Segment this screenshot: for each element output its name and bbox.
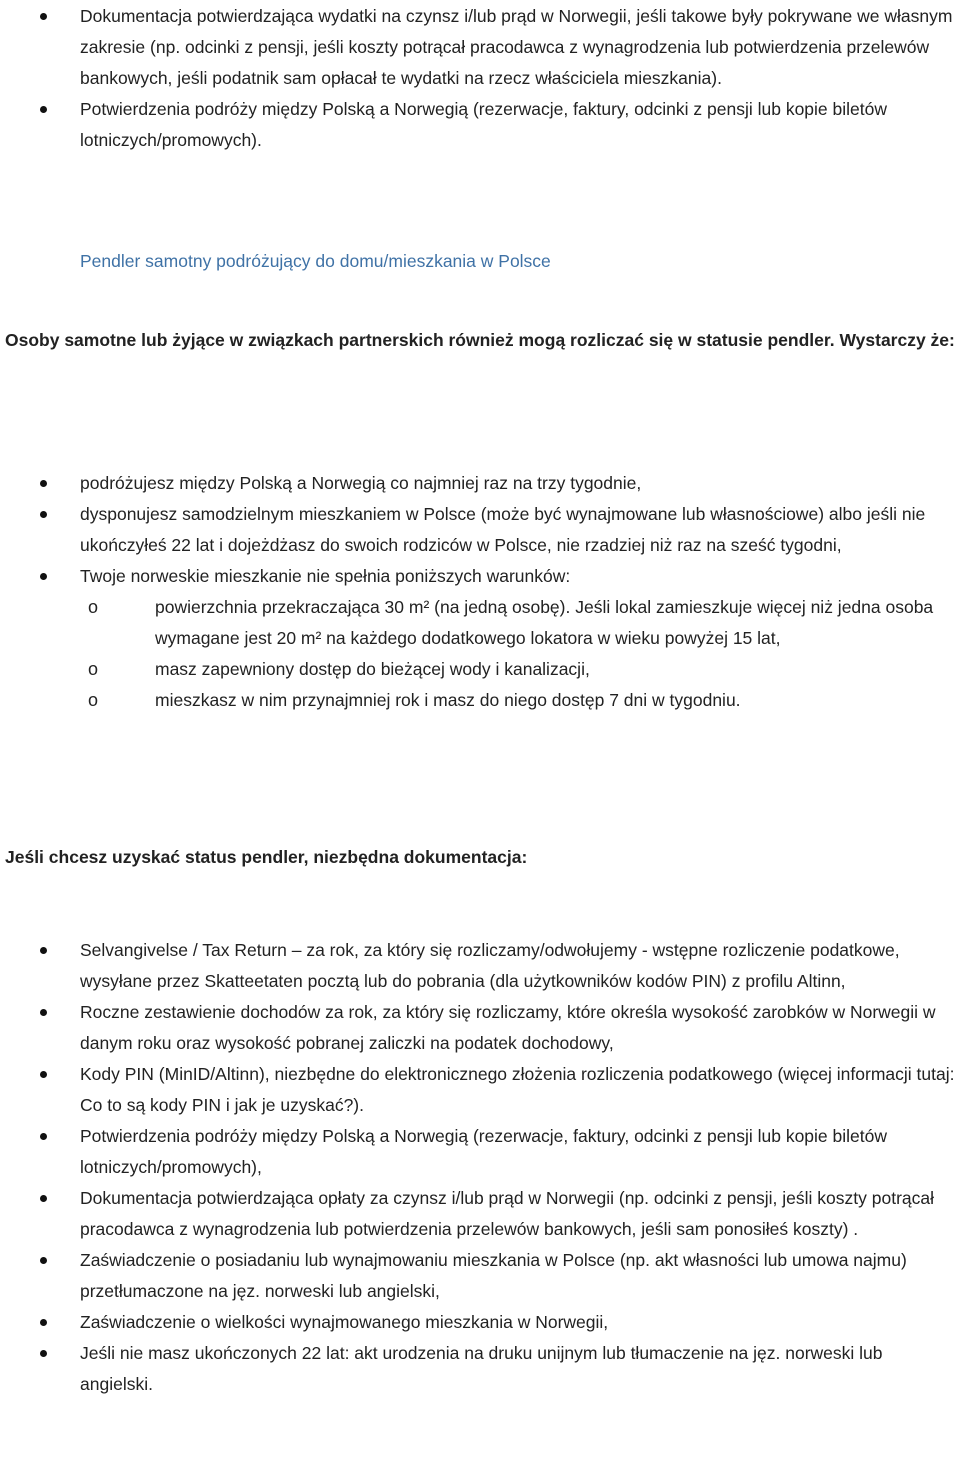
- bullet-icon: [40, 1071, 47, 1078]
- bullet-icon: [40, 1350, 47, 1357]
- list-item: Potwierdzenia podróży między Polską a Norwegią (rezerwacje, faktury, odcinki z pensji lub kopie biletów lotniczych/promowych),: [0, 1121, 960, 1183]
- circle-marker-icon: o: [88, 690, 99, 710]
- bullet-icon: [40, 480, 47, 487]
- list-item: Zaświadczenie o wielkości wynajmowanego mieszkania w Norwegii,: [0, 1307, 960, 1338]
- sub-list-item: o masz zapewniony dostęp do bieżącej wody i kanalizacji,: [80, 654, 956, 685]
- list-item: podróżujesz między Polską a Norwegią co najmniej raz na trzy tygodnie,: [0, 468, 960, 499]
- list-item: Roczne zestawienie dochodów za rok, za który się rozliczamy, które określa wysokość zarobków w Norwegii w danym roku oraz wysokość pobranej zaliczki na podatek dochodowy,: [0, 997, 960, 1059]
- docs-list: [0, 935, 960, 1400]
- bullet-icon: [40, 1319, 47, 1326]
- list-item: Potwierdzenia podróży między Polską a Norwegią (rezerwacje, faktury, odcinki z pensji lub kopie biletów lotniczych/promowych).: [0, 94, 960, 156]
- list-item: dysponujesz samodzielnym mieszkaniem w Polsce (może być wynajmowane lub własnościowe) albo jeśli nie ukończyłeś 22 lat i dojeżdżasz do swoich rodziców w Polsce, nie rzadziej niż raz na sześć tygodni,: [0, 499, 960, 561]
- bullet-icon: [40, 1195, 47, 1202]
- list-item: Selvangivelse / Tax Return – za rok, za który się rozliczamy/odwołujemy - wstępne rozliczenie podatkowe, wysyłane przez Skatteetaten pocztą lub do pobrania (dla użytkowników kodów PIN) z profilu Altinn,: [0, 935, 960, 997]
- bullet-icon: [40, 1133, 47, 1140]
- bullet-icon: [40, 1257, 47, 1264]
- list-item: Twoje norweskie mieszkanie nie spełnia poniższych warunków: o powierzchnia przekraczająca 30 m² (na jedną osobę). Jeśli lokal zamieszkuje więcej niż jedna osoba wymagane jest 20 m² na każdego dodatkowego lokatora w wieku powyżej 15 lat, o masz zapewniony dostęp do bieżącej wody i kanalizacji, o mieszkasz w nim przynajmniej rok i masz do niego dostęp 7 dni w tygodniu.: [0, 561, 960, 716]
- bullet-icon: [40, 573, 47, 580]
- bullet-icon: [40, 13, 47, 20]
- bullet-icon: [40, 106, 47, 113]
- list-item: Dokumentacja potwierdzająca opłaty za czynsz i/lub prąd w Norwegii (np. odcinki z pensji, jeśli koszty potrącał pracodawca z wynagrodzenia lub potwierdzenia przelewów bankowych, jeśli sam ponosiłeś koszty) .: [0, 1183, 960, 1245]
- section-heading: Pendler samotny podróżujący do domu/mieszkania w Polsce: [80, 251, 551, 271]
- sub-list-item: o mieszkasz w nim przynajmniej rok i masz do niego dostęp 7 dni w tygodniu.: [80, 685, 956, 716]
- list-item: Dokumentacja potwierdzająca wydatki na czynsz i/lub prąd w Norwegii, jeśli takowe były pokrywane we własnym zakresie (np. odcinki z pensji, jeśli koszty potrącał pracodawca z wynagrodzenia lub potwierdzenia przelewów bankowych, jeśli podatnik sam opłacał te wydatki na rzecz właściciela mieszkania).: [0, 1, 960, 94]
- list-item: Kody PIN (MinID/Altinn), niezbędne do elektronicznego złożenia rozliczenia podatkowego (więcej informacji tutaj: Co to są kody PIN i jak je uzyskać?).: [0, 1059, 960, 1121]
- bullet-icon: [40, 1009, 47, 1016]
- bullet-icon: [40, 511, 47, 518]
- top-bullet-list: [0, 1, 960, 156]
- bullet-icon: [40, 947, 47, 954]
- circle-marker-icon: o: [88, 659, 99, 679]
- intro-paragraph: Osoby samotne lub żyjące w związkach partnerskich również mogą rozliczać się w statusie pendler. Wystarczy że:: [5, 330, 955, 350]
- sub-list-item: o powierzchnia przekraczająca 30 m² (na jedną osobę). Jeśli lokal zamieszkuje więcej niż jedna osoba wymagane jest 20 m² na każdego dodatkowego lokatora w wieku powyżej 15 lat,: [80, 592, 956, 654]
- list-item: Zaświadczenie o posiadaniu lub wynajmowaniu mieszkania w Polsce (np. akt własności lub umowa najmu) przetłumaczone na jęz. norweski lub angielski,: [0, 1245, 960, 1307]
- circle-marker-icon: o: [88, 597, 99, 617]
- docs-heading: Jeśli chcesz uzyskać status pendler, niezbędna dokumentacja:: [5, 847, 528, 867]
- conditions-list: [0, 468, 960, 716]
- sub-conditions-list: [80, 592, 956, 716]
- list-item: Jeśli nie masz ukończonych 22 lat: akt urodzenia na druku unijnym lub tłumaczenie na jęz. norweski lub angielski.: [0, 1338, 960, 1400]
